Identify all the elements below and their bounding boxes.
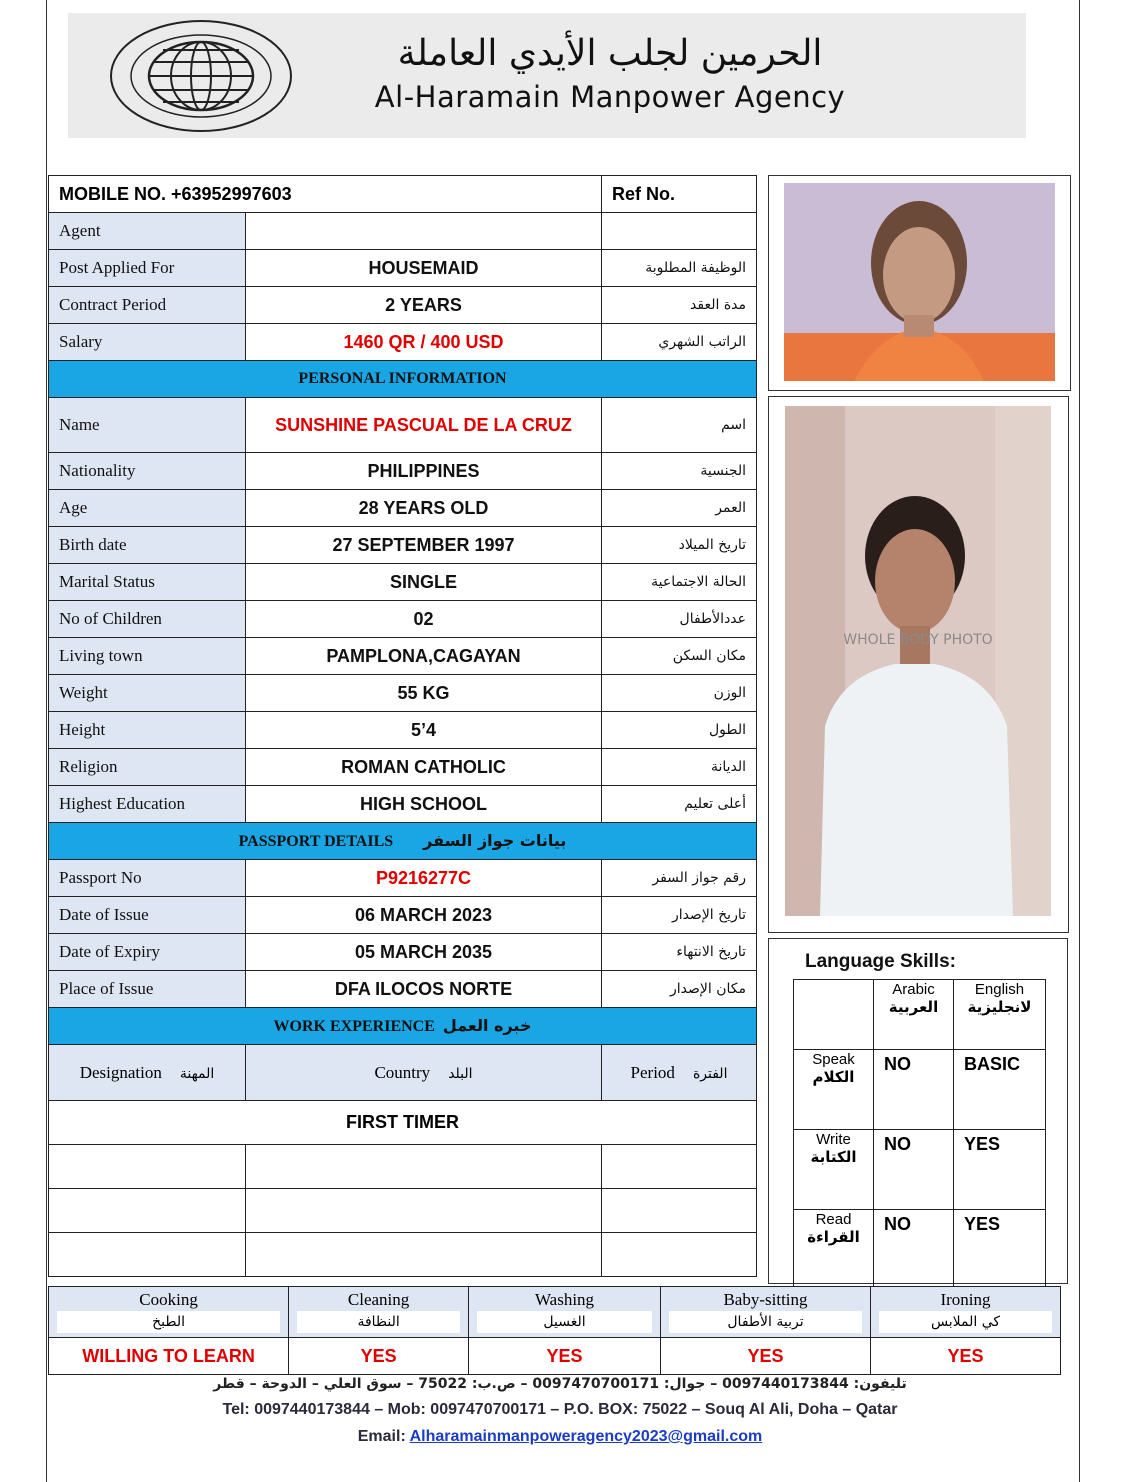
work-cell <box>602 1189 757 1233</box>
english-level: BASIC <box>954 1050 1046 1130</box>
job-row <box>49 213 757 250</box>
personal-value: 5’4 <box>246 712 602 749</box>
english-col-ar: لانجليزية <box>967 998 1032 1016</box>
passport-label: Passport No <box>49 860 246 897</box>
skill-name-ar: القراءة <box>807 1228 860 1246</box>
face-photo-frame <box>768 175 1071 391</box>
work-cell <box>602 1145 757 1189</box>
skill-header-en: Cleaning <box>347 1290 410 1309</box>
arabic-level: NO <box>874 1130 954 1210</box>
whole-body-photo-label: WHOLE BODY PHOTO <box>843 632 993 648</box>
skill-value: YES <box>289 1338 469 1375</box>
skill-name-en: Write <box>816 1131 851 1148</box>
skill-name-ar: الكلام <box>812 1068 855 1086</box>
skill-header-en: Cooking <box>139 1290 198 1309</box>
skills-table <box>48 1286 1061 1375</box>
arabic-column-header <box>874 980 954 1050</box>
personal-row <box>49 638 757 675</box>
email-label: Email: <box>357 1428 406 1445</box>
job-row <box>49 287 757 324</box>
work-col-period <box>602 1045 757 1101</box>
job-label: Salary <box>49 324 246 361</box>
work-col-designation <box>49 1045 246 1101</box>
personal-label-arabic: عددالأطفال <box>602 601 757 638</box>
job-label-arabic: الراتب الشهري <box>602 324 757 361</box>
work-col-period-en: Period <box>630 1062 675 1082</box>
personal-row <box>49 749 757 786</box>
work-cell <box>49 1189 246 1233</box>
english-col-en: English <box>974 981 1025 998</box>
job-value: 2 YEARS <box>246 287 602 324</box>
skill-header <box>469 1287 661 1338</box>
arabic-level: NO <box>874 1050 954 1130</box>
personal-label: No of Children <box>49 601 246 638</box>
personal-label-arabic: الطول <box>602 712 757 749</box>
work-experience-header-title: WORK EXPERIENCE <box>273 1018 435 1035</box>
personal-label: Highest Education <box>49 786 246 823</box>
job-row <box>49 250 757 287</box>
personal-label: Birth date <box>49 527 246 564</box>
work-row <box>49 1101 757 1145</box>
work-col-designation-en: Designation <box>79 1062 162 1082</box>
skill-value: WILLING TO LEARN <box>49 1338 289 1375</box>
personal-label: Weight <box>49 675 246 712</box>
work-experience-header-title-arabic: خبره العمل <box>442 1016 532 1035</box>
passport-header-title-arabic: بيانات جواز السفر <box>423 831 567 850</box>
skill-header-en: Ironing <box>940 1290 991 1309</box>
work-col-country-en: Country <box>374 1062 431 1082</box>
job-value: 1460 QR / 400 USD <box>246 324 602 361</box>
skill-name-en: Speak <box>812 1051 855 1068</box>
work-col-country <box>246 1045 602 1101</box>
passport-value: 05 MARCH 2035 <box>246 934 602 971</box>
skill-header <box>871 1287 1061 1338</box>
work-cell <box>49 1233 246 1277</box>
personal-value: HIGH SCHOOL <box>246 786 602 823</box>
passport-value: 06 MARCH 2023 <box>246 897 602 934</box>
job-label: Post Applied For <box>49 250 246 287</box>
mobile-row <box>49 176 757 213</box>
skill-header-ar: الطبخ <box>57 1311 280 1333</box>
personal-label-arabic: الحالة الاجتماعية <box>602 564 757 601</box>
body-photo-frame <box>768 396 1069 933</box>
personal-label-arabic: الديانة <box>602 749 757 786</box>
arabic-col-en: Arabic <box>892 981 935 998</box>
personal-row <box>49 601 757 638</box>
personal-label-arabic: مكان السكن <box>602 638 757 675</box>
skill-header <box>660 1287 870 1338</box>
english-level: YES <box>954 1130 1046 1210</box>
english-column-header <box>954 980 1046 1050</box>
language-row <box>794 1130 1046 1210</box>
personal-row <box>49 527 757 564</box>
skill-name <box>794 1050 874 1130</box>
email-link[interactable]: Alharamainmanpoweragency2023@gmail.com <box>409 1428 763 1445</box>
passport-header <box>49 823 757 860</box>
work-cell <box>246 1233 602 1277</box>
language-header-row <box>794 980 1046 1050</box>
personal-info-header <box>49 361 757 398</box>
personal-value: 28 YEARS OLD <box>246 490 602 527</box>
skills-header-row <box>49 1287 1061 1338</box>
passport-value: P9216277C <box>246 860 602 897</box>
skill-header-en: Washing <box>534 1290 595 1309</box>
skill-header-ar: النظافة <box>297 1311 460 1333</box>
skill-header <box>289 1287 469 1338</box>
work-col-period-ar: الفترة <box>692 1065 728 1082</box>
personal-label: Living town <box>49 638 246 675</box>
passport-row <box>49 971 757 1008</box>
skill-value: YES <box>469 1338 661 1375</box>
passport-row <box>49 897 757 934</box>
arabic-level: NO <box>874 1210 954 1290</box>
passport-header-cell <box>49 823 757 860</box>
english-level: YES <box>954 1210 1046 1290</box>
agency-name-arabic: الحرمين لجلب الأيدي العاملة <box>397 33 823 74</box>
personal-row <box>49 453 757 490</box>
personal-value: PHILIPPINES <box>246 453 602 490</box>
work-row <box>49 1233 757 1277</box>
personal-row <box>49 398 757 453</box>
skill-name-en: Read <box>815 1211 852 1228</box>
ref-no-label: Ref No. <box>602 176 757 213</box>
personal-label-arabic: العمر <box>602 490 757 527</box>
work-col-designation-ar: المهنة <box>179 1065 215 1082</box>
skill-header-en: Baby-sitting <box>723 1290 808 1309</box>
personal-info-header-title: PERSONAL INFORMATION <box>298 370 507 387</box>
language-skills-panel <box>768 938 1068 1284</box>
personal-row <box>49 786 757 823</box>
passport-row <box>49 934 757 971</box>
work-cell <box>49 1145 246 1189</box>
skill-name-ar: الكتابة <box>810 1148 857 1166</box>
skill-name <box>794 1130 874 1210</box>
personal-label: Nationality <box>49 453 246 490</box>
passport-label: Date of Expiry <box>49 934 246 971</box>
skill-name <box>794 1210 874 1290</box>
personal-value: ROMAN CATHOLIC <box>246 749 602 786</box>
skill-value: YES <box>660 1338 870 1375</box>
personal-value: SUNSHINE PASCUAL DE LA CRUZ <box>246 398 602 453</box>
skill-header-ar: تربية الأطفال <box>669 1311 862 1333</box>
job-label-arabic: مدة العقد <box>602 287 757 324</box>
personal-value: 02 <box>246 601 602 638</box>
job-label-arabic: الوظيفة المطلوبة <box>602 250 757 287</box>
personal-label-arabic: اسم <box>602 398 757 453</box>
footer-email-line <box>60 1428 1060 1446</box>
work-header-row <box>49 1045 757 1101</box>
passport-label-arabic: تاريخ الانتهاء <box>602 934 757 971</box>
personal-info-header-cell <box>49 361 757 398</box>
job-value: HOUSEMAID <box>246 250 602 287</box>
skill-header-ar: كي الملابس <box>879 1311 1052 1333</box>
passport-value: DFA ILOCOS NORTE <box>246 971 602 1008</box>
personal-label: Name <box>49 398 246 453</box>
personal-row <box>49 712 757 749</box>
work-cell <box>246 1189 602 1233</box>
globe-logo-icon <box>108 18 294 134</box>
personal-label: Marital Status <box>49 564 246 601</box>
face-photo <box>784 183 1055 381</box>
skills-value-row <box>49 1338 1061 1375</box>
skill-header <box>49 1287 289 1338</box>
mobile-number: MOBILE NO. +63952997603 <box>49 176 602 213</box>
passport-row <box>49 860 757 897</box>
footer-arabic: تليفون: 0097440173844 – جوال: 0097470700171 – ص.ب: 75022 – سوق العلي – الدوحة – قطر <box>213 1376 907 1392</box>
personal-row <box>49 675 757 712</box>
agency-name-english: Al-Haramain Manpower Agency <box>374 80 846 114</box>
personal-label: Religion <box>49 749 246 786</box>
language-skills-title: Language Skills: <box>805 951 956 972</box>
job-value <box>246 213 602 250</box>
language-row <box>794 1050 1046 1130</box>
work-cell <box>602 1233 757 1277</box>
passport-label: Place of Issue <box>49 971 246 1008</box>
job-label: Contract Period <box>49 287 246 324</box>
passport-label: Date of Issue <box>49 897 246 934</box>
personal-value: SINGLE <box>246 564 602 601</box>
footer-english: Tel: 0097440173844 – Mob: 0097470700171 – P.O. BOX: 75022 – Souq Al Ali, Doha – Qatar <box>222 1401 898 1418</box>
personal-label: Height <box>49 712 246 749</box>
passport-label-arabic: مكان الإصدار <box>602 971 757 1008</box>
personal-label-arabic: تاريخ الميلاد <box>602 527 757 564</box>
personal-label-arabic: الجنسية <box>602 453 757 490</box>
passport-label-arabic: رقم جواز السفر <box>602 860 757 897</box>
work-experience-header <box>49 1008 757 1045</box>
whole-body-photo <box>785 406 1051 916</box>
language-table <box>793 979 1046 1290</box>
skill-value: YES <box>871 1338 1061 1375</box>
work-cell <box>246 1145 602 1189</box>
personal-value: 55 KG <box>246 675 602 712</box>
personal-row <box>49 564 757 601</box>
biodata-table <box>48 175 757 1277</box>
passport-header-title: PASSPORT DETAILS <box>238 833 394 850</box>
personal-label: Age <box>49 490 246 527</box>
work-col-country-ar: البلد <box>448 1065 473 1082</box>
personal-value: 27 SEPTEMBER 1997 <box>246 527 602 564</box>
job-label-arabic <box>602 213 757 250</box>
first-timer: FIRST TIMER <box>49 1101 757 1145</box>
work-row <box>49 1145 757 1189</box>
passport-label-arabic: تاريخ الإصدار <box>602 897 757 934</box>
personal-value: PAMPLONA,CAGAYAN <box>246 638 602 675</box>
skill-header-ar: الغسيل <box>477 1311 652 1333</box>
arabic-col-ar: العربية <box>888 998 939 1016</box>
work-experience-header-cell <box>49 1008 757 1045</box>
personal-label-arabic: أعلى تعليم <box>602 786 757 823</box>
language-row <box>794 1210 1046 1290</box>
language-corner-cell <box>794 980 874 1050</box>
job-label: Agent <box>49 213 246 250</box>
work-row <box>49 1189 757 1233</box>
job-row <box>49 324 757 361</box>
personal-label-arabic: الوزن <box>602 675 757 712</box>
personal-row <box>49 490 757 527</box>
